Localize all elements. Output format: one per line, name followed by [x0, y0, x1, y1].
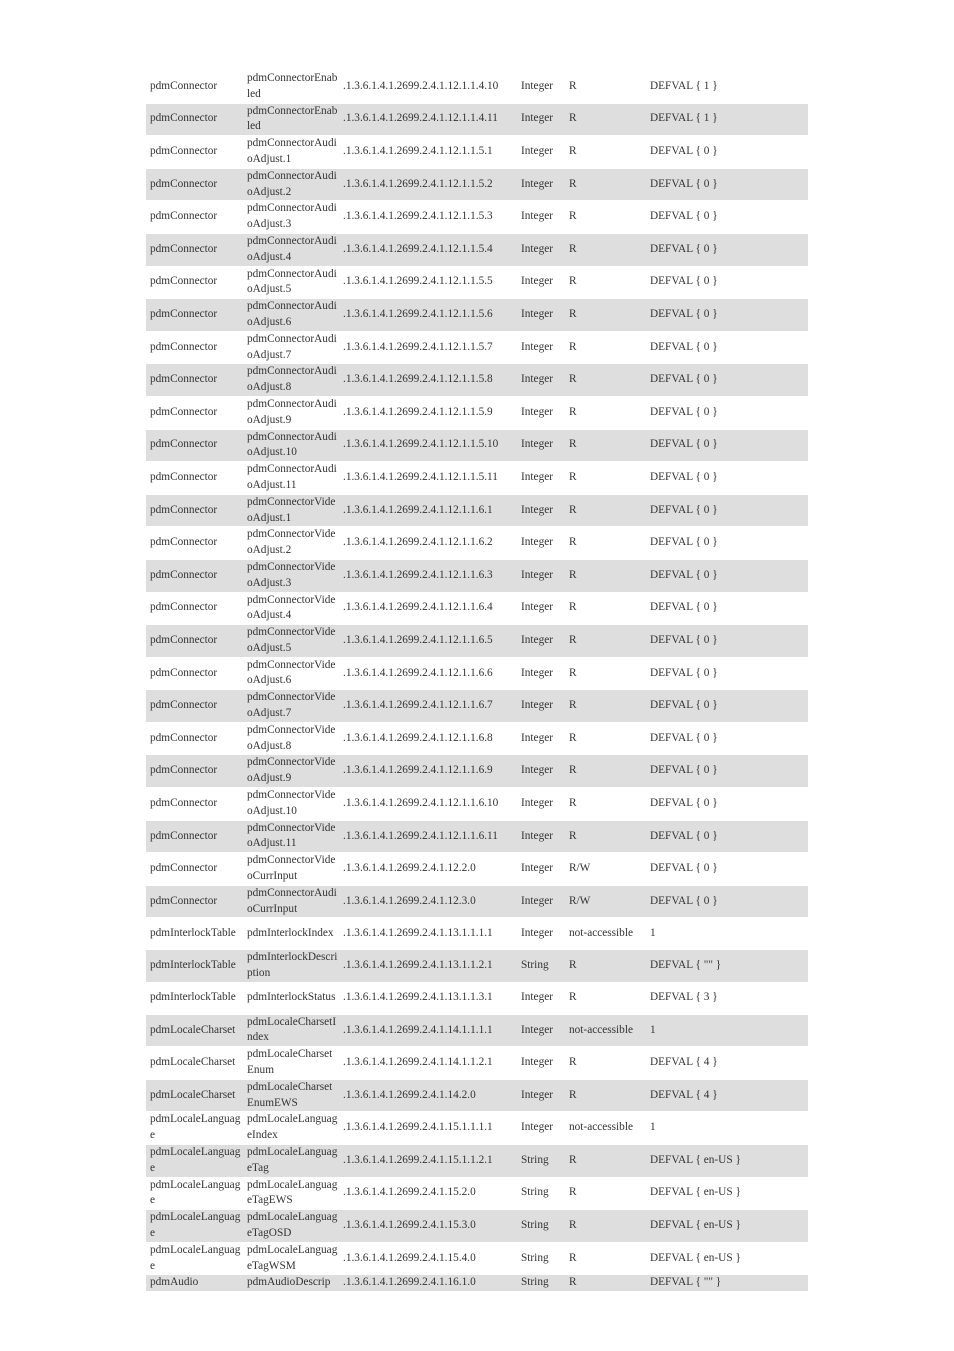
group-cell: pdmConnector — [146, 267, 243, 300]
oid-cell: .1.3.6.1.4.1.2699.2.4.1.12.1.1.6.10 — [339, 788, 517, 821]
oid-cell: .1.3.6.1.4.1.2699.2.4.1.12.1.1.5.9 — [339, 397, 517, 430]
type-cell: Integer — [517, 71, 565, 104]
access-cell: R — [565, 462, 646, 495]
object-name-cell: pdmConnectorVideoAdjust.6 — [243, 658, 339, 691]
table-row — [146, 593, 808, 626]
object-name-cell: pdmConnectorVideoAdjust.9 — [243, 755, 339, 788]
object-name-cell: pdmInterlockStatus — [243, 983, 339, 1015]
access-cell: R — [565, 1145, 646, 1178]
group-cell: pdmConnector — [146, 886, 243, 919]
default-cell: DEFVAL { 0 } — [646, 788, 808, 821]
group-cell: pdmConnector — [146, 495, 243, 528]
access-cell: R — [565, 788, 646, 821]
default-cell: DEFVAL { en-US } — [646, 1145, 808, 1178]
group-cell: pdmInterlockTable — [146, 918, 243, 950]
access-cell: R — [565, 983, 646, 1015]
type-cell: Integer — [517, 430, 565, 463]
group-cell: pdmLocaleLanguage — [146, 1178, 243, 1211]
object-name-cell: pdmConnectorVideoAdjust.5 — [243, 625, 339, 658]
table-row — [146, 1210, 808, 1243]
access-cell: R — [565, 1275, 646, 1292]
access-cell: R — [565, 430, 646, 463]
object-name-cell: pdmConnectorVideoAdjust.4 — [243, 593, 339, 626]
default-cell: DEFVAL { en-US } — [646, 1243, 808, 1276]
group-cell: pdmInterlockTable — [146, 983, 243, 1015]
default-cell: DEFVAL { 4 } — [646, 1047, 808, 1080]
group-cell: pdmLocaleLanguage — [146, 1210, 243, 1243]
group-cell: pdmConnector — [146, 430, 243, 463]
oid-cell: .1.3.6.1.4.1.2699.2.4.1.12.1.1.5.6 — [339, 299, 517, 332]
table-row — [146, 821, 808, 854]
object-name-cell: pdmLocaleCharsetEnumEWS — [243, 1080, 339, 1113]
oid-cell: .1.3.6.1.4.1.2699.2.4.1.12.1.1.5.10 — [339, 430, 517, 463]
access-cell: R — [565, 71, 646, 104]
type-cell: Integer — [517, 201, 565, 234]
object-name-cell: pdmInterlockIndex — [243, 918, 339, 950]
object-name-cell: pdmConnectorAudioAdjust.3 — [243, 201, 339, 234]
object-name-cell: pdmLocaleLanguageTagEWS — [243, 1178, 339, 1211]
object-name-cell: pdmConnectorAudioAdjust.5 — [243, 267, 339, 300]
table-row — [146, 234, 808, 267]
access-cell: R — [565, 1047, 646, 1080]
group-cell: pdmConnector — [146, 71, 243, 104]
group-cell: pdmConnector — [146, 755, 243, 788]
type-cell: Integer — [517, 267, 565, 300]
group-cell: pdmConnector — [146, 690, 243, 723]
group-cell: pdmConnector — [146, 462, 243, 495]
access-cell: R — [565, 625, 646, 658]
default-cell: DEFVAL { 0 } — [646, 821, 808, 854]
table-row — [146, 430, 808, 463]
default-cell: DEFVAL { 0 } — [646, 364, 808, 397]
oid-cell: .1.3.6.1.4.1.2699.2.4.1.15.3.0 — [339, 1210, 517, 1243]
oid-cell: .1.3.6.1.4.1.2699.2.4.1.12.1.1.6.2 — [339, 527, 517, 560]
table-row — [146, 1145, 808, 1178]
table-row — [146, 1080, 808, 1113]
table-row — [146, 364, 808, 397]
group-cell: pdmConnector — [146, 397, 243, 430]
access-cell: R/W — [565, 886, 646, 919]
group-cell: pdmLocaleLanguage — [146, 1243, 243, 1276]
default-cell: DEFVAL { "" } — [646, 950, 808, 983]
table-row — [146, 625, 808, 658]
default-cell: DEFVAL { 0 } — [646, 299, 808, 332]
group-cell: pdmConnector — [146, 201, 243, 234]
oid-cell: .1.3.6.1.4.1.2699.2.4.1.12.1.1.5.5 — [339, 267, 517, 300]
default-cell: DEFVAL { "" } — [646, 1275, 808, 1292]
type-cell: Integer — [517, 723, 565, 756]
table-row — [146, 690, 808, 723]
group-cell: pdmConnector — [146, 821, 243, 854]
object-name-cell: pdmConnectorEnabled — [243, 104, 339, 137]
object-name-cell: pdmConnectorAudioAdjust.10 — [243, 430, 339, 463]
type-cell: Integer — [517, 169, 565, 202]
default-cell: DEFVAL { 0 } — [646, 755, 808, 788]
oid-cell: .1.3.6.1.4.1.2699.2.4.1.12.1.1.6.6 — [339, 658, 517, 691]
group-cell: pdmConnector — [146, 104, 243, 137]
object-name-cell: pdmConnectorAudioAdjust.4 — [243, 234, 339, 267]
group-cell: pdmLocaleCharset — [146, 1080, 243, 1113]
access-cell: R — [565, 527, 646, 560]
oid-cell: .1.3.6.1.4.1.2699.2.4.1.15.1.1.2.1 — [339, 1145, 517, 1178]
table-row — [146, 299, 808, 332]
type-cell: Integer — [517, 397, 565, 430]
mib-object-table — [146, 71, 808, 1292]
access-cell: R — [565, 950, 646, 983]
type-cell: Integer — [517, 527, 565, 560]
default-cell: DEFVAL { 0 } — [646, 625, 808, 658]
default-cell: DEFVAL { 0 } — [646, 397, 808, 430]
group-cell: pdmLocaleCharset — [146, 1047, 243, 1080]
access-cell: R — [565, 658, 646, 691]
oid-cell: .1.3.6.1.4.1.2699.2.4.1.15.4.0 — [339, 1243, 517, 1276]
access-cell: R — [565, 104, 646, 137]
group-cell: pdmConnector — [146, 560, 243, 593]
access-cell: R — [565, 1080, 646, 1113]
oid-cell: .1.3.6.1.4.1.2699.2.4.1.16.1.0 — [339, 1275, 517, 1292]
type-cell: Integer — [517, 821, 565, 854]
table-row — [146, 723, 808, 756]
type-cell: Integer — [517, 1112, 565, 1145]
type-cell: Integer — [517, 658, 565, 691]
default-cell: DEFVAL { 0 } — [646, 527, 808, 560]
group-cell: pdmConnector — [146, 853, 243, 886]
oid-cell: .1.3.6.1.4.1.2699.2.4.1.12.2.0 — [339, 853, 517, 886]
type-cell: Integer — [517, 299, 565, 332]
default-cell: DEFVAL { 0 } — [646, 690, 808, 723]
access-cell: not-accessible — [565, 1015, 646, 1048]
table-row — [146, 1112, 808, 1145]
default-cell: DEFVAL { en-US } — [646, 1178, 808, 1211]
object-name-cell: pdmConnectorEnabled — [243, 71, 339, 104]
oid-cell: .1.3.6.1.4.1.2699.2.4.1.14.2.0 — [339, 1080, 517, 1113]
type-cell: String — [517, 1243, 565, 1276]
type-cell: Integer — [517, 625, 565, 658]
table-row — [146, 71, 808, 104]
table-row — [146, 788, 808, 821]
object-name-cell: pdmLocaleLanguageTagWSM — [243, 1243, 339, 1276]
access-cell: R/W — [565, 853, 646, 886]
group-cell: pdmLocaleLanguage — [146, 1145, 243, 1178]
default-cell: DEFVAL { 0 } — [646, 723, 808, 756]
default-cell: DEFVAL { 4 } — [646, 1080, 808, 1113]
group-cell: pdmConnector — [146, 364, 243, 397]
access-cell: R — [565, 723, 646, 756]
object-name-cell: pdmConnectorVideoAdjust.7 — [243, 690, 339, 723]
oid-cell: .1.3.6.1.4.1.2699.2.4.1.12.1.1.4.11 — [339, 104, 517, 137]
type-cell: Integer — [517, 136, 565, 169]
table-row — [146, 332, 808, 365]
group-cell: pdmConnector — [146, 723, 243, 756]
table-row — [146, 169, 808, 202]
default-cell: DEFVAL { 0 } — [646, 201, 808, 234]
default-cell: DEFVAL { 0 } — [646, 462, 808, 495]
table-row — [146, 136, 808, 169]
object-name-cell: pdmLocaleLanguageTagOSD — [243, 1210, 339, 1243]
table-row — [146, 853, 808, 886]
access-cell: R — [565, 593, 646, 626]
oid-cell: .1.3.6.1.4.1.2699.2.4.1.15.2.0 — [339, 1178, 517, 1211]
type-cell: String — [517, 950, 565, 983]
table-row — [146, 1015, 808, 1048]
object-name-cell: pdmConnectorAudioAdjust.11 — [243, 462, 339, 495]
group-cell: pdmConnector — [146, 169, 243, 202]
default-cell: DEFVAL { 3 } — [646, 983, 808, 1015]
oid-cell: .1.3.6.1.4.1.2699.2.4.1.12.1.1.6.11 — [339, 821, 517, 854]
oid-cell: .1.3.6.1.4.1.2699.2.4.1.12.1.1.6.5 — [339, 625, 517, 658]
mib-table-body — [146, 71, 808, 1292]
table-row — [146, 201, 808, 234]
type-cell: String — [517, 1178, 565, 1211]
oid-cell: .1.3.6.1.4.1.2699.2.4.1.12.1.1.4.10 — [339, 71, 517, 104]
oid-cell: .1.3.6.1.4.1.2699.2.4.1.12.1.1.5.1 — [339, 136, 517, 169]
default-cell: DEFVAL { 0 } — [646, 658, 808, 691]
group-cell: pdmConnector — [146, 136, 243, 169]
access-cell: R — [565, 821, 646, 854]
object-name-cell: pdmConnectorVideoAdjust.10 — [243, 788, 339, 821]
default-cell: DEFVAL { 1 } — [646, 104, 808, 137]
default-cell: DEFVAL { 0 } — [646, 267, 808, 300]
access-cell: R — [565, 169, 646, 202]
default-cell: DEFVAL { 0 } — [646, 332, 808, 365]
default-cell: 1 — [646, 918, 808, 950]
oid-cell: .1.3.6.1.4.1.2699.2.4.1.12.1.1.6.1 — [339, 495, 517, 528]
table-row — [146, 560, 808, 593]
object-name-cell: pdmConnectorAudioCurrInput — [243, 886, 339, 919]
type-cell: Integer — [517, 560, 565, 593]
default-cell: DEFVAL { 0 } — [646, 560, 808, 593]
table-row — [146, 755, 808, 788]
group-cell: pdmConnector — [146, 527, 243, 560]
table-row — [146, 658, 808, 691]
default-cell: DEFVAL { 0 } — [646, 853, 808, 886]
group-cell: pdmConnector — [146, 299, 243, 332]
access-cell: R — [565, 332, 646, 365]
object-name-cell: pdmConnectorVideoAdjust.8 — [243, 723, 339, 756]
access-cell: R — [565, 1178, 646, 1211]
default-cell: DEFVAL { 0 } — [646, 495, 808, 528]
object-name-cell: pdmConnectorVideoAdjust.2 — [243, 527, 339, 560]
oid-cell: .1.3.6.1.4.1.2699.2.4.1.12.1.1.5.2 — [339, 169, 517, 202]
access-cell: R — [565, 1243, 646, 1276]
group-cell: pdmLocaleCharset — [146, 1015, 243, 1048]
default-cell: 1 — [646, 1112, 808, 1145]
type-cell: Integer — [517, 104, 565, 137]
access-cell: R — [565, 495, 646, 528]
type-cell: Integer — [517, 755, 565, 788]
table-row — [146, 527, 808, 560]
table-row — [146, 267, 808, 300]
object-name-cell: pdmAudioDescrip — [243, 1275, 339, 1292]
object-name-cell: pdmLocaleCharsetEnum — [243, 1047, 339, 1080]
access-cell: not-accessible — [565, 918, 646, 950]
table-row — [146, 1047, 808, 1080]
object-name-cell: pdmConnectorAudioAdjust.7 — [243, 332, 339, 365]
oid-cell: .1.3.6.1.4.1.2699.2.4.1.13.1.1.1.1 — [339, 918, 517, 950]
type-cell: Integer — [517, 690, 565, 723]
table-row — [146, 918, 808, 950]
default-cell: DEFVAL { 1 } — [646, 71, 808, 104]
oid-cell: .1.3.6.1.4.1.2699.2.4.1.12.1.1.5.3 — [339, 201, 517, 234]
type-cell: String — [517, 1210, 565, 1243]
type-cell: Integer — [517, 788, 565, 821]
oid-cell: .1.3.6.1.4.1.2699.2.4.1.15.1.1.1.1 — [339, 1112, 517, 1145]
object-name-cell: pdmInterlockDescription — [243, 950, 339, 983]
object-name-cell: pdmConnectorVideoAdjust.1 — [243, 495, 339, 528]
oid-cell: .1.3.6.1.4.1.2699.2.4.1.13.1.1.2.1 — [339, 950, 517, 983]
group-cell: pdmConnector — [146, 332, 243, 365]
oid-cell: .1.3.6.1.4.1.2699.2.4.1.13.1.1.3.1 — [339, 983, 517, 1015]
group-cell: pdmConnector — [146, 625, 243, 658]
access-cell: R — [565, 201, 646, 234]
type-cell: Integer — [517, 593, 565, 626]
type-cell: Integer — [517, 1080, 565, 1113]
object-name-cell: pdmLocaleCharsetIndex — [243, 1015, 339, 1048]
default-cell: DEFVAL { en-US } — [646, 1210, 808, 1243]
table-row — [146, 462, 808, 495]
type-cell: Integer — [517, 495, 565, 528]
default-cell: DEFVAL { 0 } — [646, 593, 808, 626]
oid-cell: .1.3.6.1.4.1.2699.2.4.1.14.1.1.1.1 — [339, 1015, 517, 1048]
type-cell: Integer — [517, 462, 565, 495]
group-cell: pdmInterlockTable — [146, 950, 243, 983]
group-cell: pdmConnector — [146, 658, 243, 691]
access-cell: R — [565, 755, 646, 788]
default-cell: 1 — [646, 1015, 808, 1048]
default-cell: DEFVAL { 0 } — [646, 234, 808, 267]
table-row — [146, 104, 808, 137]
type-cell: Integer — [517, 886, 565, 919]
table-row — [146, 1178, 808, 1211]
type-cell: Integer — [517, 1047, 565, 1080]
object-name-cell: pdmConnectorVideoCurrInput — [243, 853, 339, 886]
table-row — [146, 1243, 808, 1276]
object-name-cell: pdmLocaleLanguageTag — [243, 1145, 339, 1178]
default-cell: DEFVAL { 0 } — [646, 136, 808, 169]
table-row — [146, 983, 808, 1015]
type-cell: String — [517, 1145, 565, 1178]
object-name-cell: pdmConnectorAudioAdjust.9 — [243, 397, 339, 430]
type-cell: Integer — [517, 918, 565, 950]
type-cell: Integer — [517, 853, 565, 886]
oid-cell: .1.3.6.1.4.1.2699.2.4.1.12.1.1.6.4 — [339, 593, 517, 626]
type-cell: Integer — [517, 332, 565, 365]
oid-cell: .1.3.6.1.4.1.2699.2.4.1.12.1.1.6.9 — [339, 755, 517, 788]
oid-cell: .1.3.6.1.4.1.2699.2.4.1.12.1.1.6.8 — [339, 723, 517, 756]
object-name-cell: pdmConnectorAudioAdjust.1 — [243, 136, 339, 169]
object-name-cell: pdmConnectorVideoAdjust.11 — [243, 821, 339, 854]
object-name-cell: pdmLocaleLanguageIndex — [243, 1112, 339, 1145]
type-cell: String — [517, 1275, 565, 1292]
group-cell: pdmLocaleLanguage — [146, 1112, 243, 1145]
object-name-cell: pdmConnectorVideoAdjust.3 — [243, 560, 339, 593]
group-cell: pdmConnector — [146, 788, 243, 821]
access-cell: R — [565, 1210, 646, 1243]
default-cell: DEFVAL { 0 } — [646, 430, 808, 463]
object-name-cell: pdmConnectorAudioAdjust.2 — [243, 169, 339, 202]
group-cell: pdmAudio — [146, 1275, 243, 1292]
default-cell: DEFVAL { 0 } — [646, 169, 808, 202]
object-name-cell: pdmConnectorAudioAdjust.8 — [243, 364, 339, 397]
oid-cell: .1.3.6.1.4.1.2699.2.4.1.12.3.0 — [339, 886, 517, 919]
access-cell: R — [565, 560, 646, 593]
table-row — [146, 950, 808, 983]
object-name-cell: pdmConnectorAudioAdjust.6 — [243, 299, 339, 332]
oid-cell: .1.3.6.1.4.1.2699.2.4.1.12.1.1.5.4 — [339, 234, 517, 267]
table-row — [146, 1275, 808, 1292]
table-row — [146, 886, 808, 919]
access-cell: R — [565, 234, 646, 267]
group-cell: pdmConnector — [146, 234, 243, 267]
oid-cell: .1.3.6.1.4.1.2699.2.4.1.12.1.1.5.8 — [339, 364, 517, 397]
oid-cell: .1.3.6.1.4.1.2699.2.4.1.12.1.1.6.7 — [339, 690, 517, 723]
oid-cell: .1.3.6.1.4.1.2699.2.4.1.12.1.1.5.11 — [339, 462, 517, 495]
access-cell: R — [565, 364, 646, 397]
default-cell: DEFVAL { 0 } — [646, 886, 808, 919]
oid-cell: .1.3.6.1.4.1.2699.2.4.1.12.1.1.6.3 — [339, 560, 517, 593]
access-cell: R — [565, 267, 646, 300]
access-cell: R — [565, 136, 646, 169]
access-cell: R — [565, 690, 646, 723]
table-row — [146, 397, 808, 430]
type-cell: Integer — [517, 983, 565, 1015]
table-row — [146, 495, 808, 528]
type-cell: Integer — [517, 364, 565, 397]
access-cell: R — [565, 299, 646, 332]
type-cell: Integer — [517, 1015, 565, 1048]
access-cell: R — [565, 397, 646, 430]
group-cell: pdmConnector — [146, 593, 243, 626]
oid-cell: .1.3.6.1.4.1.2699.2.4.1.12.1.1.5.7 — [339, 332, 517, 365]
oid-cell: .1.3.6.1.4.1.2699.2.4.1.14.1.1.2.1 — [339, 1047, 517, 1080]
type-cell: Integer — [517, 234, 565, 267]
access-cell: not-accessible — [565, 1112, 646, 1145]
